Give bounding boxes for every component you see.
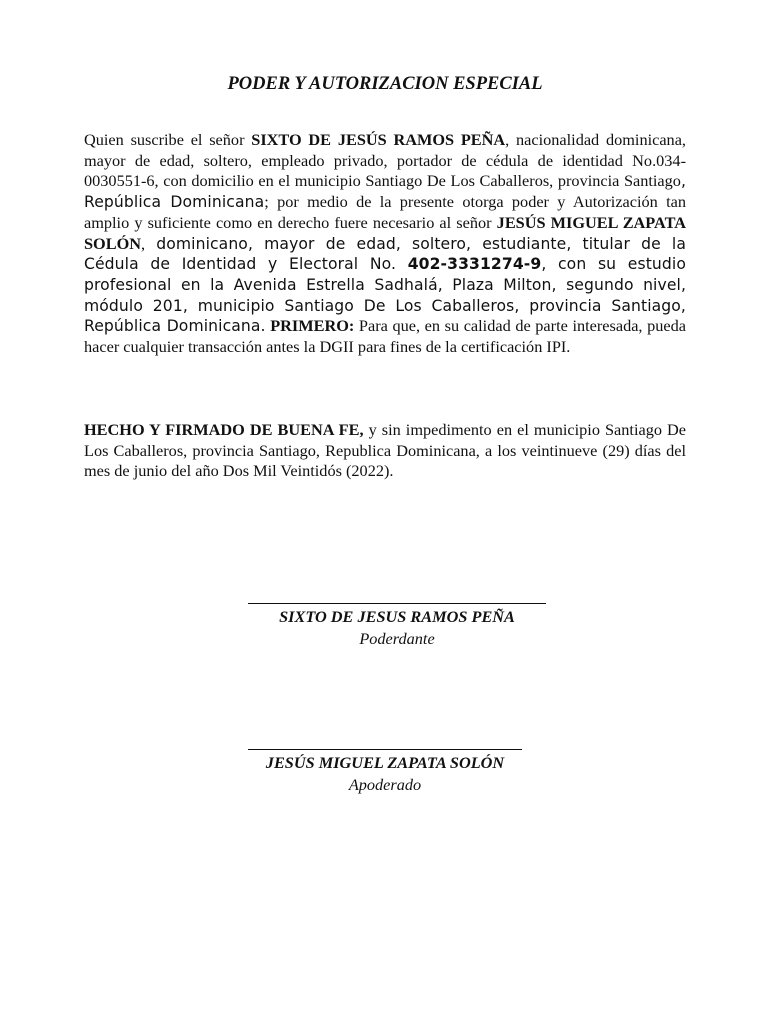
p2-lead: HECHO Y FIRMADO DE BUENA FE, (84, 420, 364, 439)
p1-text-8: Para que, en su calidad de parte interesada, pueda hacer cualquier transacción antes la DGII para fines de la certificación IPI. (84, 316, 686, 357)
signature-line (248, 603, 546, 604)
signature-block-grantor (248, 603, 546, 650)
signature-block-grantee (248, 749, 522, 796)
p2-text: y sin impedimento en el municipio Santiago De Los Caballeros, provincia Santiago, Republica Dominicana, a los veintinueve (29) días del mes de junio del año Dos Mil Veintidós (2022). (84, 420, 686, 481)
primero-label: PRIMERO: (265, 316, 355, 336)
p1-text-2: , nacionalidad dominicana, mayor de edad, soltero, empleado privado, portador de cédula de identidad No.034-0030551-6, con domicilio en el municipio Santiago De Los Caballeros, provincia Santiago (84, 130, 686, 191)
grantor-name: SIXTO DE JESÚS RAMOS PEÑA (251, 130, 506, 149)
signature-role: Poderdante (359, 629, 435, 648)
signature-role: Apoderado (348, 775, 422, 794)
p1-text-4: ; por medio de la presente otorga poder y Autorización tan amplio y suficiente como en derecho fuere necesario al señor (84, 192, 686, 232)
body-paragraph-1 (84, 130, 686, 358)
p1-text-1: Quien suscribe el señor (84, 130, 252, 149)
p1-text-6: dominicano, mayor de edad, soltero, estudiante, titular de la Cédula de Identidad y Electoral No. (84, 234, 686, 274)
grantee-name: JESÚS MIGUEL ZAPATA SOLÓN (84, 212, 687, 253)
document-title: PODER Y AUTORIZACION ESPECIAL (227, 74, 543, 94)
signature-line (248, 749, 522, 750)
body-paragraph-2 (84, 420, 686, 482)
p1-text-7: , con su estudio profesional en la Avenida Estrella Sadhalá, Plaza Milton, segundo nivel, módulo 201, municipio Santiago De Los Caballeros, provincia Santiago, República Dominicana. (84, 255, 686, 336)
signature-name: JESÚS MIGUEL ZAPATA SOLÓN (265, 753, 505, 772)
p1-text-3: , República Dominicana (84, 172, 686, 212)
signature-name: SIXTO DE JESUS RAMOS PEÑA (279, 607, 515, 626)
id-number: 402-3331274-9 (407, 255, 542, 274)
p1-text-5: , (141, 233, 146, 253)
